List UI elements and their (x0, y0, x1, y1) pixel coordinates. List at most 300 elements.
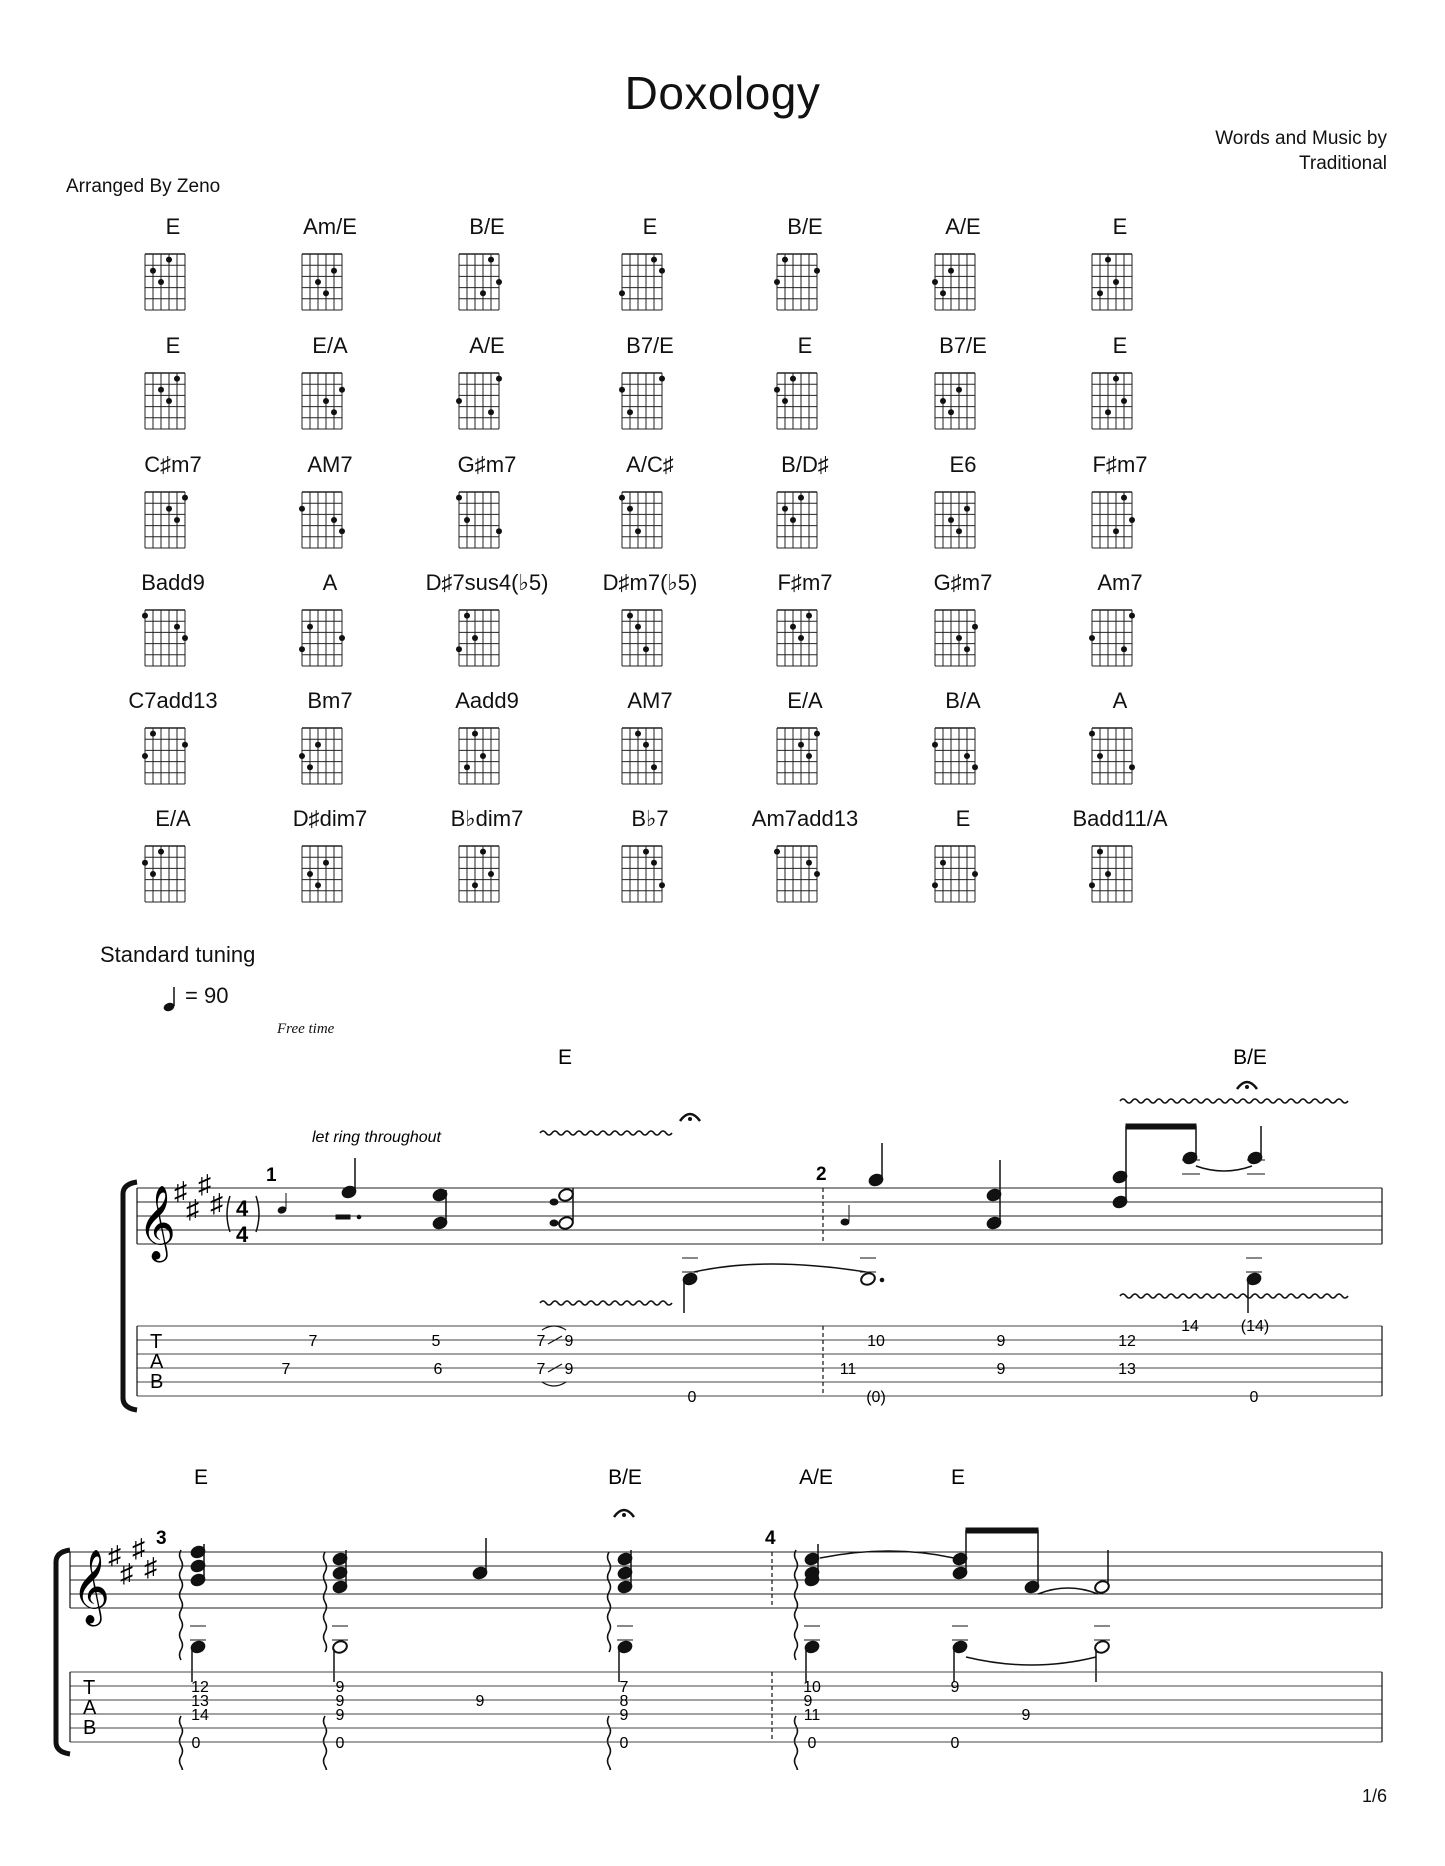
finger-dot (480, 290, 486, 296)
chord-diagram-name: C7add13 (128, 688, 218, 713)
svg-text:14: 14 (1181, 1318, 1199, 1335)
finger-dot (150, 731, 156, 737)
fretboard-grid (407, 832, 567, 910)
svg-text:6: 6 (433, 1361, 443, 1378)
finger-dot (782, 257, 788, 263)
fretboard-grid (407, 596, 567, 674)
finger-dot (806, 613, 812, 619)
fretboard-grid (725, 714, 885, 792)
system-bracket (123, 1182, 137, 1410)
finger-dot (339, 528, 345, 534)
tie (966, 1657, 1096, 1665)
finger-dot (948, 268, 954, 274)
finger-dot (932, 882, 938, 888)
chord-label: B/E (1233, 1046, 1267, 1069)
finger-dot (339, 635, 345, 641)
chord-diagram (1040, 452, 1200, 561)
svg-text:(0): (0) (866, 1389, 886, 1406)
chord-diagram (407, 806, 567, 915)
finger-dot (635, 731, 641, 737)
svg-text:0: 0 (807, 1735, 817, 1752)
chord-diagram-name: B/D♯ (781, 452, 829, 477)
time-sig-top: 4 (236, 1196, 249, 1221)
finger-dot (1105, 257, 1111, 263)
svg-text:7: 7 (619, 1679, 629, 1696)
finger-dot (774, 387, 780, 393)
finger-dot (182, 495, 188, 501)
notes-measure-4 (804, 1528, 1111, 1682)
finger-dot (472, 731, 478, 737)
finger-dot (339, 387, 345, 393)
song-title: Doxology (624, 67, 821, 119)
finger-dot (174, 517, 180, 523)
vibrato-mark (540, 1131, 672, 1135)
finger-dot (496, 528, 502, 534)
fretboard-grid (725, 478, 885, 556)
chord-diagram-name: E/A (312, 333, 348, 358)
tie (1038, 1588, 1098, 1594)
fretboard-grid (1040, 596, 1200, 674)
finger-dot (331, 517, 337, 523)
tie (694, 1264, 866, 1272)
finger-dot (798, 495, 804, 501)
chord-diagram (725, 452, 885, 561)
chord-diagram (725, 806, 885, 915)
finger-dot (806, 753, 812, 759)
finger-dot (1105, 409, 1111, 415)
fretboard-grid (1040, 359, 1200, 437)
finger-dot (472, 635, 478, 641)
svg-text:9: 9 (335, 1679, 345, 1696)
svg-text:♯: ♯ (132, 1533, 145, 1563)
vibrato-mark (540, 1301, 672, 1305)
finger-dot (972, 624, 978, 630)
credit-line-1: Words and Music by (1215, 128, 1387, 149)
svg-text:9: 9 (564, 1361, 574, 1378)
tab-clef-b: B (83, 1717, 97, 1739)
chord-diagram (250, 452, 410, 561)
svg-text:9: 9 (803, 1693, 813, 1710)
finger-dot (150, 268, 156, 274)
chord-diagram (407, 452, 567, 561)
tab-lines (70, 1672, 1382, 1742)
tab-numbers-measure-3 (191, 1679, 628, 1752)
finger-dot (798, 635, 804, 641)
fretboard-grid (93, 714, 253, 792)
svg-text:9: 9 (950, 1679, 960, 1696)
chord-diagram (250, 214, 410, 323)
svg-text:9: 9 (335, 1693, 345, 1710)
notes-measure-3 (190, 1538, 634, 1682)
finger-dot (323, 860, 329, 866)
svg-text:13: 13 (191, 1693, 209, 1710)
chord-diagram-name: G♯m7 (933, 570, 993, 595)
finger-dot (315, 279, 321, 285)
fretboard-grid (407, 240, 567, 318)
fretboard-grid (407, 714, 567, 792)
svg-text:♯: ♯ (174, 1176, 187, 1206)
vibrato-mark (1120, 1099, 1348, 1103)
finger-dot (323, 290, 329, 296)
chord-diagram (250, 333, 410, 442)
finger-dot (972, 764, 978, 770)
finger-dot (456, 646, 462, 652)
chord-diagram-name: AM7 (307, 452, 353, 477)
tab-numbers-measure-1 (282, 1333, 697, 1406)
finger-dot (948, 409, 954, 415)
finger-dot (464, 517, 470, 523)
finger-dot (659, 268, 665, 274)
finger-dot (331, 268, 337, 274)
finger-dot (964, 506, 970, 512)
chord-diagram-name: B/A (945, 688, 981, 713)
staff-lines (70, 1552, 1382, 1608)
svg-text:11: 11 (839, 1361, 857, 1378)
finger-dot (806, 860, 812, 866)
finger-dot (150, 871, 156, 877)
arpeggio-marks (180, 1550, 798, 1770)
finger-dot (182, 635, 188, 641)
chord-diagram-name: E (1112, 333, 1128, 358)
finger-dot (619, 387, 625, 393)
tie (1196, 1166, 1252, 1171)
fretboard-grid (93, 478, 253, 556)
fretboard-grid (407, 359, 567, 437)
finger-dot (315, 882, 321, 888)
svg-text:7: 7 (281, 1361, 291, 1378)
chord-diagram-name: F♯m7 (777, 570, 833, 595)
chord-diagram (883, 452, 1043, 561)
chord-diagram-name: B♭7 (631, 806, 669, 831)
finger-dot (142, 753, 148, 759)
arranger-credit: Arranged By Zeno (66, 176, 221, 197)
chord-diagram (93, 333, 253, 442)
fretboard-grid (883, 714, 1043, 792)
finger-dot (964, 753, 970, 759)
fretboard-grid (407, 478, 567, 556)
chord-diagram-name: Bm7 (307, 688, 353, 713)
fretboard-grid (570, 714, 730, 792)
svg-text:9: 9 (996, 1361, 1006, 1378)
finger-dot (627, 409, 633, 415)
chord-label: A/E (799, 1466, 833, 1489)
finger-dot (956, 528, 962, 534)
chord-diagram-name: A/C♯ (626, 452, 674, 477)
finger-dot (299, 506, 305, 512)
finger-dot (307, 764, 313, 770)
svg-text:0: 0 (687, 1389, 697, 1406)
tempo-marking: = 90 (185, 983, 229, 1008)
finger-dot (488, 409, 494, 415)
finger-dot (1105, 871, 1111, 877)
finger-dot (158, 279, 164, 285)
chord-diagram-name: E/A (787, 688, 823, 713)
system-bracket (56, 1550, 70, 1754)
tab-clef-t: T (150, 1331, 163, 1353)
finger-dot (940, 290, 946, 296)
fretboard-grid (1040, 478, 1200, 556)
fretboard-grid (93, 359, 253, 437)
chord-diagram-name: A/E (945, 214, 981, 239)
finger-dot (627, 506, 633, 512)
svg-text:14: 14 (191, 1707, 209, 1724)
svg-text:7: 7 (308, 1333, 318, 1350)
free-time-marking: Free time (277, 1021, 335, 1037)
finger-dot (643, 849, 649, 855)
chord-label: E (557, 1046, 573, 1069)
chord-diagram (725, 333, 885, 442)
chord-diagram (407, 333, 567, 442)
svg-text:♯: ♯ (108, 1540, 121, 1570)
finger-dot (651, 257, 657, 263)
svg-text:0: 0 (335, 1735, 345, 1752)
chord-diagram-name: B/E (787, 214, 823, 239)
chord-diagram (1040, 214, 1200, 323)
chord-diagram (883, 570, 1043, 679)
finger-dot (166, 506, 172, 512)
chord-diagram (883, 806, 1043, 915)
finger-dot (142, 613, 148, 619)
finger-dot (1113, 279, 1119, 285)
finger-dot (1121, 495, 1127, 501)
chord-diagram-name: F♯m7 (1092, 452, 1148, 477)
fretboard-grid (1040, 714, 1200, 792)
finger-dot (1121, 646, 1127, 652)
fretboard-grid (570, 832, 730, 910)
finger-dot (932, 279, 938, 285)
fretboard-grid (250, 478, 410, 556)
chord-diagram (407, 214, 567, 323)
finger-dot (158, 387, 164, 393)
chord-diagram-name: B♭dim7 (450, 806, 524, 831)
finger-dot (956, 387, 962, 393)
chord-diagram-name: A (1112, 688, 1128, 713)
chord-diagram-name: E (955, 806, 971, 831)
svg-text:12: 12 (1118, 1333, 1136, 1350)
chord-diagram-name: A (322, 570, 338, 595)
finger-dot (472, 882, 478, 888)
credit-line-2: Traditional (1298, 153, 1387, 174)
tab-lines (137, 1326, 1382, 1396)
chord-diagram (250, 570, 410, 679)
svg-text:♯: ♯ (144, 1552, 157, 1582)
svg-text:9: 9 (996, 1333, 1006, 1350)
finger-dot (774, 279, 780, 285)
finger-dot (659, 376, 665, 382)
fretboard-grid (250, 714, 410, 792)
fretboard-grid (93, 240, 253, 318)
fermata-icon (1237, 1082, 1257, 1089)
fretboard-grid (250, 596, 410, 674)
finger-dot (964, 646, 970, 652)
finger-dot (651, 764, 657, 770)
tab-clef-a: A (150, 1351, 164, 1373)
chord-diagram-name: G♯m7 (457, 452, 517, 477)
chord-diagram (725, 688, 885, 797)
svg-text:♯: ♯ (210, 1188, 223, 1218)
chord-label: E (193, 1466, 209, 1489)
system-2 (0, 1450, 1445, 1770)
vibrato-mark (1120, 1294, 1348, 1298)
chord-diagram (883, 214, 1043, 323)
svg-text:8: 8 (619, 1693, 629, 1710)
measure-number: 4 (765, 1528, 776, 1549)
time-sig-bottom: 4 (236, 1222, 249, 1247)
let-ring-text: let ring throughout (312, 1129, 441, 1146)
finger-dot (1129, 613, 1135, 619)
chord-diagram (883, 688, 1043, 797)
fretboard-grid (725, 240, 885, 318)
svg-text:(14): (14) (1240, 1318, 1270, 1335)
fermata-icon (680, 1114, 700, 1121)
chord-diagram (250, 806, 410, 915)
chord-diagram-name: D♯m7(♭5) (602, 570, 698, 595)
finger-dot (142, 860, 148, 866)
tab-clef-t: T (83, 1677, 96, 1699)
finger-dot (940, 860, 946, 866)
finger-dot (315, 742, 321, 748)
chord-diagram-name: B7/E (626, 333, 674, 358)
svg-text:9: 9 (475, 1693, 485, 1710)
chord-diagram (407, 688, 567, 797)
fermata-icon (614, 1510, 634, 1517)
finger-dot (323, 398, 329, 404)
fretboard-grid (250, 240, 410, 318)
staff-lines (137, 1188, 1382, 1244)
finger-dot (496, 279, 502, 285)
fretboard-grid (725, 832, 885, 910)
chord-diagram-name: Am7 (1097, 570, 1143, 595)
chord-diagram (250, 688, 410, 797)
finger-dot (619, 290, 625, 296)
fretboard-grid (883, 478, 1043, 556)
quarter-note-icon (163, 985, 179, 1018)
page-number: 1/6 (1361, 1786, 1387, 1806)
svg-text:♯: ♯ (186, 1194, 199, 1224)
chord-diagram-name: Badd11/A (1072, 806, 1168, 831)
notes-measure-2 (841, 1124, 1265, 1313)
chord-diagram (570, 333, 730, 442)
fretboard-grid (883, 240, 1043, 318)
svg-text:♯: ♯ (198, 1169, 211, 1199)
fretboard-grid (570, 596, 730, 674)
finger-dot (480, 753, 486, 759)
finger-dot (643, 742, 649, 748)
measure-number: 3 (156, 1528, 167, 1549)
finger-dot (1129, 517, 1135, 523)
chord-diagram-name: Am/E (303, 214, 357, 239)
finger-dot (166, 257, 172, 263)
finger-dot (948, 517, 954, 523)
fretboard-grid (1040, 240, 1200, 318)
finger-dot (790, 517, 796, 523)
finger-dot (619, 495, 625, 501)
finger-dot (464, 764, 470, 770)
chord-diagram-name: E (165, 214, 181, 239)
chord-diagram (1040, 333, 1200, 442)
chord-diagram (93, 570, 253, 679)
chord-diagram (725, 570, 885, 679)
svg-text:0: 0 (619, 1735, 629, 1752)
finger-dot (972, 871, 978, 877)
finger-dot (456, 495, 462, 501)
tuning-label: Standard tuning (100, 942, 256, 967)
finger-dot (1097, 290, 1103, 296)
fretboard-grid (570, 359, 730, 437)
chord-diagram (570, 688, 730, 797)
svg-text:12: 12 (191, 1679, 209, 1696)
finger-dot (464, 613, 470, 619)
finger-dot (659, 882, 665, 888)
finger-dot (1097, 849, 1103, 855)
finger-dot (182, 742, 188, 748)
finger-dot (1089, 635, 1095, 641)
svg-text:5: 5 (431, 1333, 441, 1350)
chord-diagram-name: Aadd9 (455, 688, 519, 713)
finger-dot (940, 398, 946, 404)
fretboard-grid (883, 359, 1043, 437)
tab-clef-b: B (150, 1371, 164, 1393)
svg-text:7: 7 (536, 1333, 546, 1350)
finger-dot (496, 376, 502, 382)
finger-dot (635, 528, 641, 534)
svg-text:10: 10 (867, 1333, 885, 1350)
chord-diagram (570, 806, 730, 915)
finger-dot (814, 871, 820, 877)
finger-dot (774, 849, 780, 855)
chord-diagram-name: B/E (469, 214, 505, 239)
finger-dot (1089, 731, 1095, 737)
chord-diagram (570, 452, 730, 561)
treble-clef-icon: 𝄞 (138, 1186, 176, 1258)
finger-dot (1097, 753, 1103, 759)
finger-dot (488, 871, 494, 877)
finger-dot (643, 646, 649, 652)
tab-clef-a: A (83, 1697, 97, 1719)
chord-diagram-name: AM7 (627, 688, 673, 713)
chord-diagram-name: B7/E (939, 333, 987, 358)
chord-diagram (725, 214, 885, 323)
chord-diagram (1040, 806, 1200, 915)
finger-dot (1113, 376, 1119, 382)
finger-dot (956, 635, 962, 641)
chord-diagram-name: E/A (155, 806, 191, 831)
finger-dot (1129, 764, 1135, 770)
svg-text:10: 10 (803, 1679, 821, 1696)
finger-dot (331, 409, 337, 415)
svg-text:0: 0 (1249, 1389, 1259, 1406)
chord-diagram-name: E (1112, 214, 1128, 239)
chord-diagram (1040, 688, 1200, 797)
chord-diagram (883, 333, 1043, 442)
finger-dot (174, 376, 180, 382)
svg-text:9: 9 (564, 1333, 574, 1350)
finger-dot (166, 398, 172, 404)
finger-dot (782, 506, 788, 512)
fretboard-grid (570, 478, 730, 556)
chord-diagram (93, 806, 253, 915)
fretboard-grid (570, 240, 730, 318)
finger-dot (307, 624, 313, 630)
finger-dot (307, 871, 313, 877)
finger-dot (488, 257, 494, 263)
finger-dot (299, 753, 305, 759)
svg-text:♯: ♯ (120, 1558, 133, 1588)
fretboard-grid (250, 832, 410, 910)
chord-diagram-name: D♯7sus4(♭5) (425, 570, 549, 595)
finger-dot (635, 624, 641, 630)
fretboard-grid (883, 832, 1043, 910)
